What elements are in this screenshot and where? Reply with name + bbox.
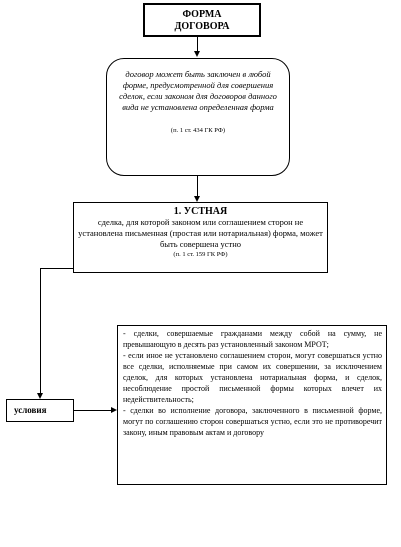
arrow-to-note: [194, 51, 200, 57]
oral-form-reference: (п. 1 ст. 159 ГК РФ): [173, 251, 228, 258]
connector-oral-left: [40, 268, 73, 269]
conditions-list-box: [117, 325, 387, 485]
connector-oral-down: [40, 268, 41, 393]
condition-item: - если иное не установлено соглашением сторон, могут совершаться устно все сделки, исполняемые при самом их совершении, за исключением сделок, для которых установлена нотариальная форма, и сделок, несоблюдение простой письменной формы которых влечет их недействительность;: [123, 351, 382, 404]
oral-form-box: [73, 202, 328, 273]
connector-conditions-items: [74, 410, 111, 411]
condition-item: - сделки во исполнение договора, заключенного в письменной форме, могут по соглашению сторон совершаться устно, если это не противоречит закону, иным правовым актам и договору: [123, 406, 382, 437]
condition-item: - сделки, совершаемые гражданами между собой на сумму, не превышающую в десять раз установленный законом МРОТ;: [123, 329, 382, 349]
note-reference: (п. 1 ст. 434 ГК РФ): [170, 127, 226, 134]
form-title-box: [143, 3, 261, 37]
oral-form-text: сделка, для которой законом или соглашением сторон не установлена письменная (простая или нотариальная) форма, может быть совершена устно: [78, 217, 323, 249]
note-text: договор может быть заключен в любой форме, предусмотренной для совершения сделок, если законом для договоров данного вида не установлена определенная форма: [119, 69, 277, 112]
form-title-line1: ФОРМА: [182, 9, 222, 20]
conditions-box: [6, 399, 74, 422]
form-title-line2: ДОГОВОРА: [174, 21, 230, 32]
connector-note-oral: [197, 176, 198, 196]
connector-title-note: [197, 37, 198, 52]
note-box: [106, 58, 290, 176]
conditions-label: условия: [14, 405, 47, 415]
oral-form-title: 1. УСТНАЯ: [173, 206, 228, 217]
